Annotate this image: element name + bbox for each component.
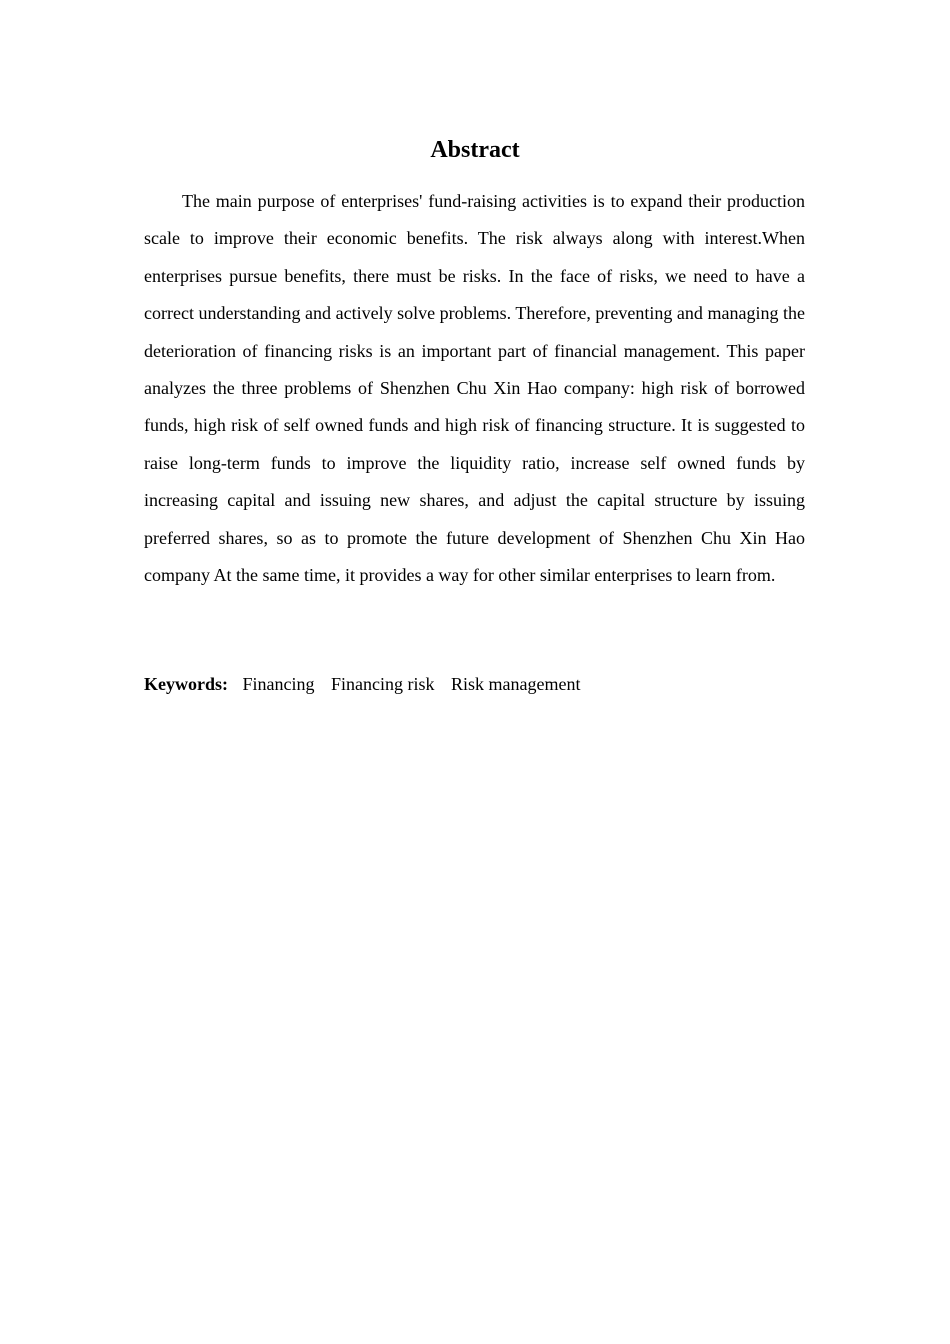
keywords-label: Keywords: [144,674,228,694]
keyword-item: Financing [242,674,315,694]
keywords-line [144,668,805,700]
abstract-paragraph: The main purpose of enterprises' fund-raising activities is to expand their production scale to improve their economic benefits. The risk always along with interest.When enterprises pursue benefits, there must be risks. In the face of risks, we need to have a correct understanding and actively solve problems. Therefore, preventing and managing the deterioration of financing risks is an important part of financial management. This paper analyzes the three problems of Shenzhen Chu Xin Hao company: high risk of borrowed funds, high risk of self owned funds and high risk of financing structure. It is suggested to raise long-term funds to improve the liquidity ratio, increase self owned funds by increasing capital and issuing new shares, and adjust the capital structure by issuing preferred shares, so as to promote the future development of Shenzhen Chu Xin Hao company At the same time, it provides a way for other similar enterprises to learn from. [144,191,805,586]
keyword-item: Financing risk [331,674,435,694]
keyword-item: Risk management [451,674,581,694]
abstract-title: Abstract [430,137,520,163]
